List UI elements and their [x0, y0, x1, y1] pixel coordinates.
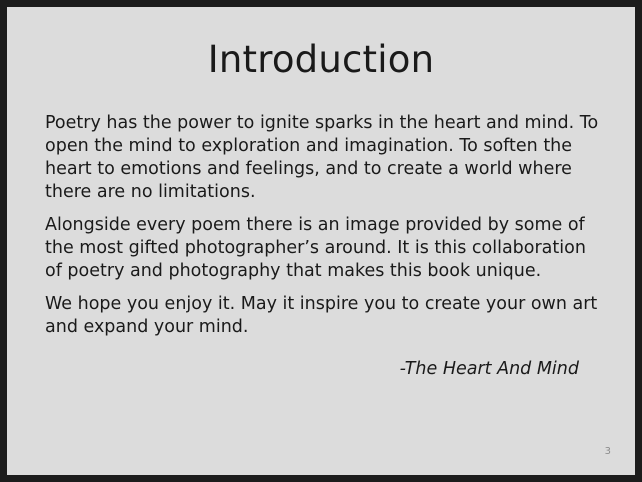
- slide-number: 3: [604, 446, 611, 457]
- slide-body: [7, 112, 635, 379]
- signature-text: -The Heart And Mind: [399, 359, 579, 380]
- paragraph: Alongside every poem there is an image provided by some of the most gifted photographer’s around. It is this collaboration of poetry and photography that makes this book unique.: [45, 214, 586, 282]
- slide-canvas: [7, 7, 635, 475]
- page-title: Introduction: [207, 38, 435, 81]
- paragraph: Poetry has the power to ignite sparks in the heart and mind. To open the mind to exploration and imagination. To soften the heart to emotions and feelings, and to create a world where there are no limitations.: [45, 112, 599, 203]
- paragraph: We hope you enjoy it. May it inspire you to create your own art and expand your mind.: [45, 293, 598, 337]
